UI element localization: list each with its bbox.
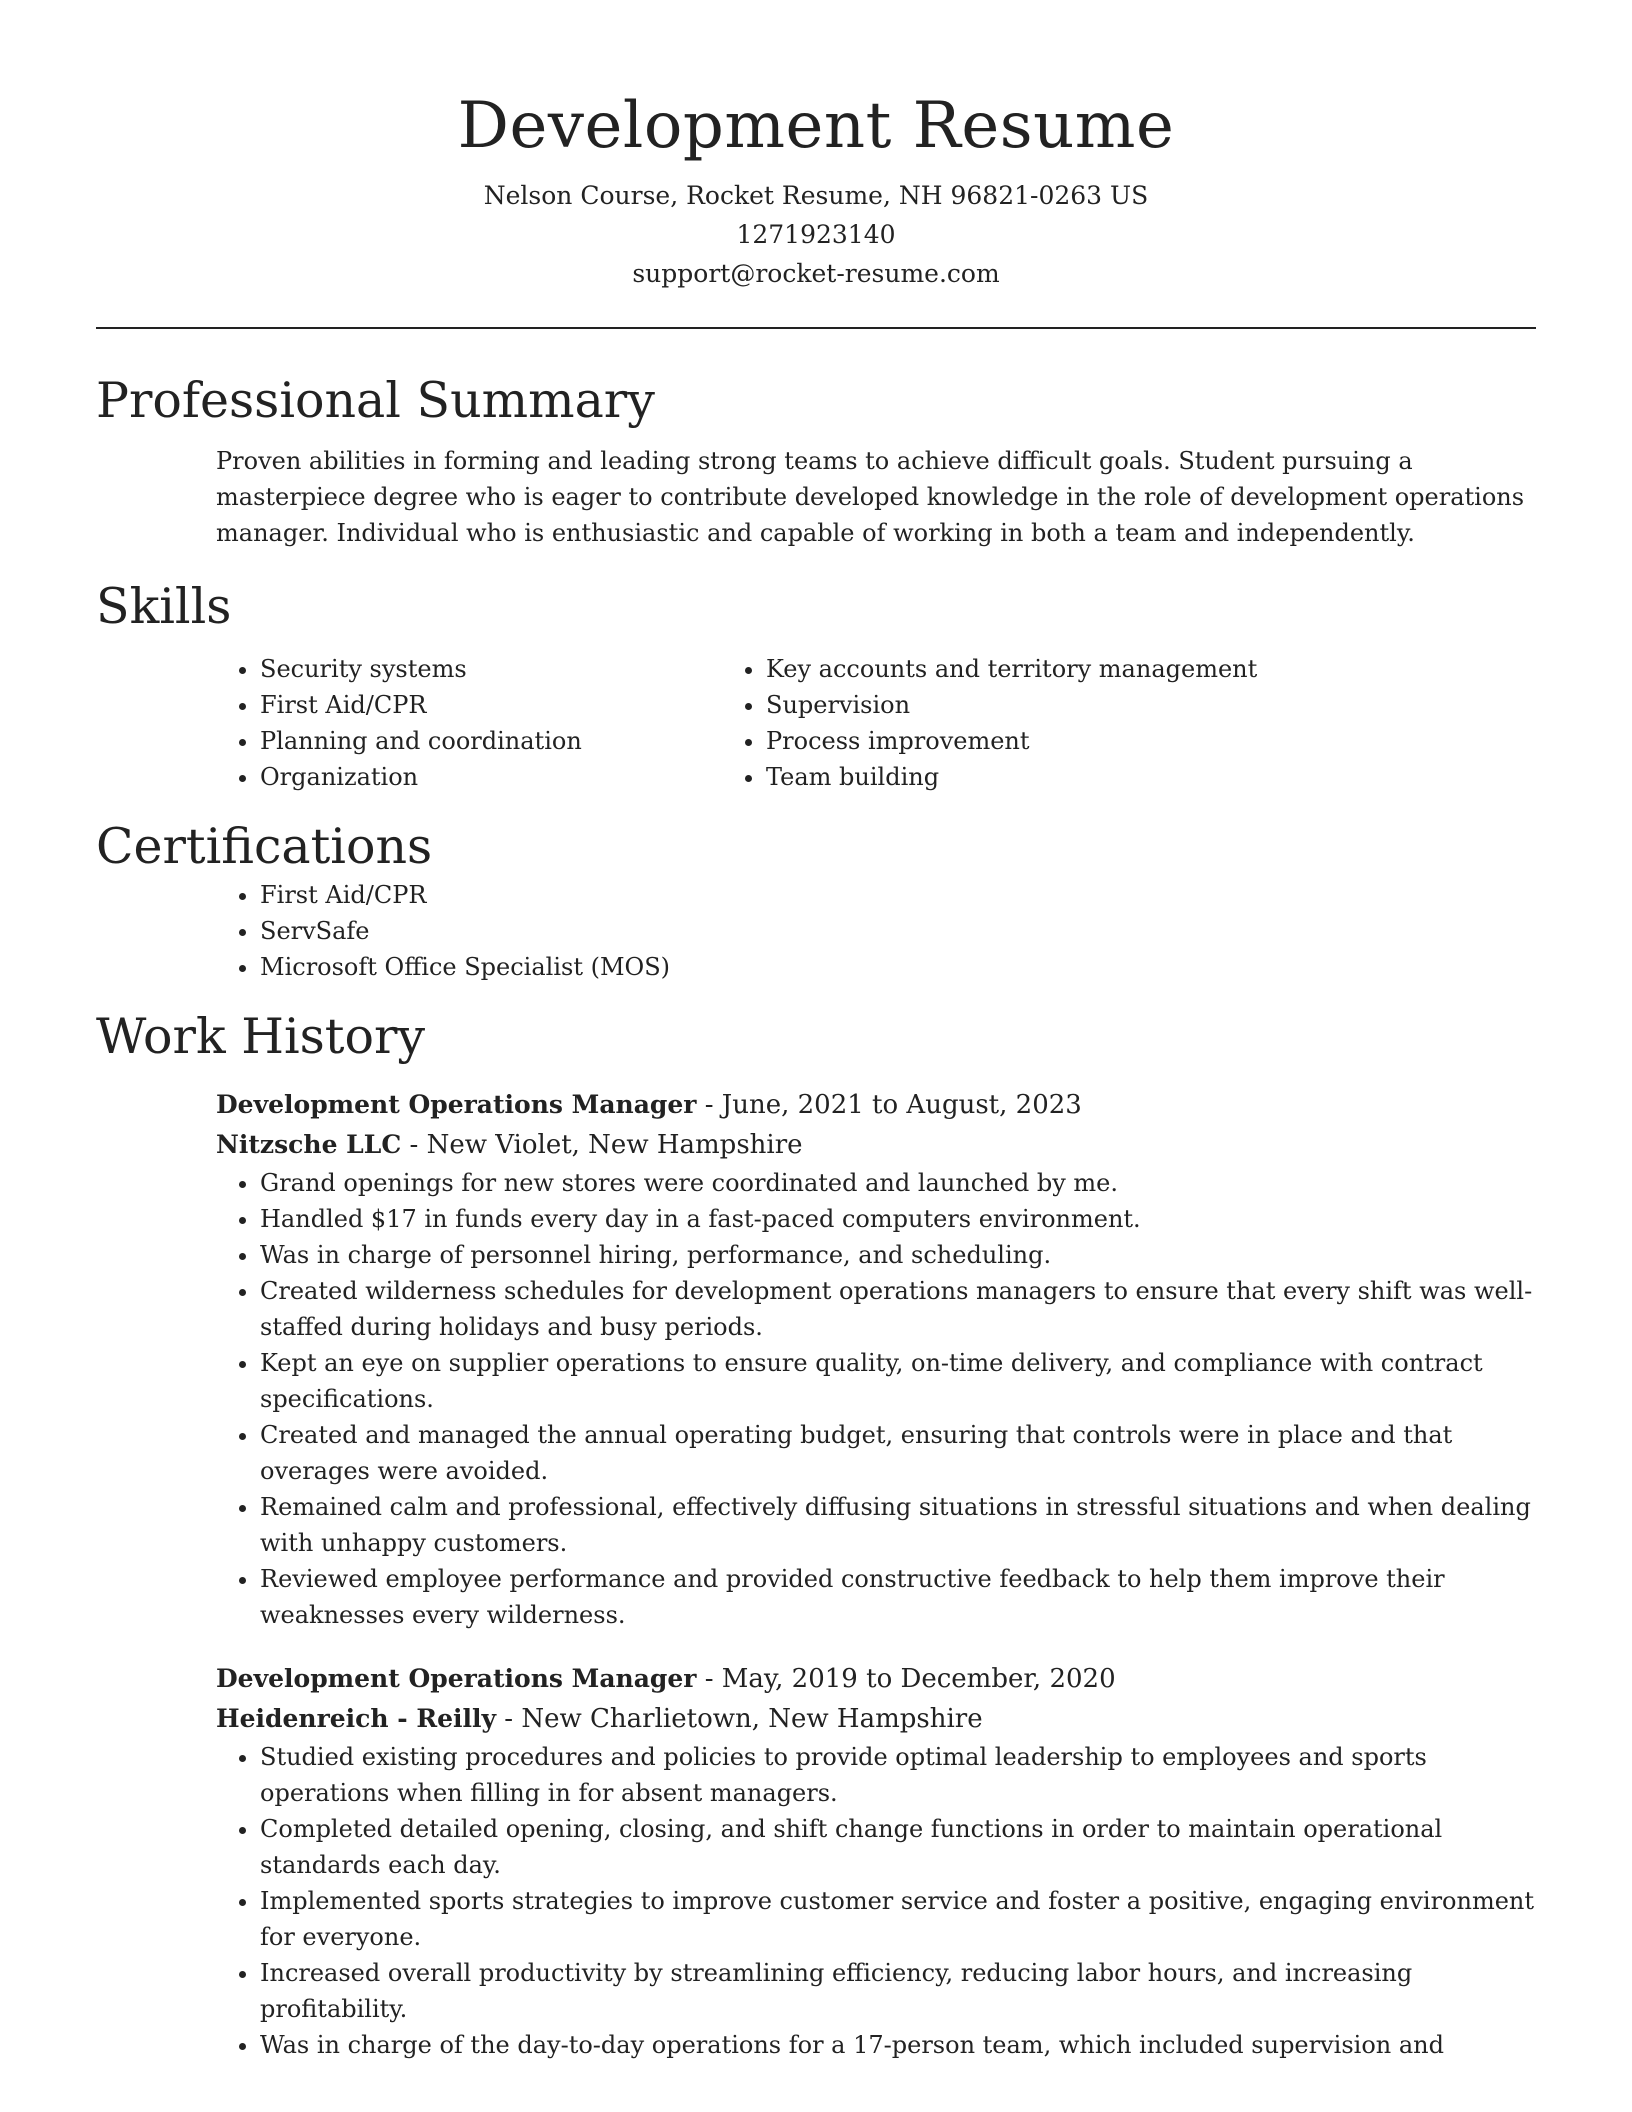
job-bullets xyxy=(216,1165,1536,1633)
skills-list-left xyxy=(96,651,746,795)
job-entry xyxy=(216,1085,1536,1633)
job-separator: - xyxy=(401,1130,427,1160)
job-bullet: • Was in charge of personnel hiring, performance, and scheduling. xyxy=(260,1237,1536,1273)
document-title: Development Resume xyxy=(457,89,1175,163)
summary-text: Proven abilities in forming and leading strong teams to achieve difficult goals. Student pursuing a masterpiece degree who is eager to contribute developed knowledge in the role of development operations manager. Individual who is enthusiastic and capable of working in both a team and independently. xyxy=(216,447,1525,547)
skills-column-right xyxy=(746,651,1257,795)
contact-email: support@rocket-resume.com xyxy=(632,259,1000,288)
skill-item: • Key accounts and territory management xyxy=(766,651,1257,687)
skills-list xyxy=(96,651,1536,795)
job-bullet: • Created and managed the annual operating budget, ensuring that controls were in place and that overages were avoided. xyxy=(260,1417,1536,1489)
job-bullet: • Remained calm and professional, effectively diffusing situations in stressful situations and when dealing with unhappy customers. xyxy=(260,1489,1536,1561)
job-bullet: • Studied existing procedures and policies to provide optimal leadership to employees and sports operations when filling in for absent managers. xyxy=(260,1739,1536,1811)
skill-item: • Security systems xyxy=(260,651,746,687)
job-bullet: • Completed detailed opening, closing, and shift change functions in order to maintain operational standards each day. xyxy=(260,1811,1536,1883)
certifications-list xyxy=(96,877,1536,985)
certifications-heading: Certifications xyxy=(96,818,433,875)
skill-item: • Process improvement xyxy=(766,723,1257,759)
job-bullet: • Was in charge of the day-to-day operations for a 17-person team, which included supervision and xyxy=(260,2027,1536,2063)
job-company: Heidenreich - Reilly xyxy=(216,1704,497,1733)
header-divider xyxy=(96,327,1536,329)
job-bullet: • Grand openings for new stores were coordinated and launched by me. xyxy=(260,1165,1536,1201)
job-bullet: • Increased overall productivity by streamlining efficiency, reducing labor hours, and increasing profitability. xyxy=(260,1955,1536,2027)
contact-block xyxy=(96,176,1536,293)
job-separator: - xyxy=(696,1664,722,1694)
skill-item: • Organization xyxy=(260,759,746,795)
job-bullet: • Created wilderness schedules for development operations managers to ensure that every shift was well-staffed during holidays and busy periods. xyxy=(260,1273,1536,1345)
job-bullet: • Reviewed employee performance and provided constructive feedback to help them improve their weaknesses every wilderness. xyxy=(260,1561,1536,1633)
job-bullet: • Handled $17 in funds every day in a fast-paced computers environment. xyxy=(260,1201,1536,1237)
skills-list-right xyxy=(746,651,1257,795)
job-location: New Charlietown, New Hampshire xyxy=(521,1704,983,1734)
skills-column-left xyxy=(96,651,746,795)
job-bullet: • Implemented sports strategies to improve customer service and foster a positive, engaging environment for everyone. xyxy=(260,1883,1536,1955)
certification-item: • First Aid/CPR xyxy=(260,877,1536,913)
contact-phone: 1271923140 xyxy=(736,220,896,249)
job-location: New Violet, New Hampshire xyxy=(426,1130,803,1160)
skill-item: • Supervision xyxy=(766,687,1257,723)
summary-heading: Professional Summary xyxy=(96,372,655,429)
job-title-line xyxy=(216,1085,1536,1125)
job-entry xyxy=(216,1659,1536,2063)
resume-page xyxy=(96,0,1536,2063)
job-company: Nitzsche LLC xyxy=(216,1130,402,1159)
skill-item: • Team building xyxy=(766,759,1257,795)
job-dates: June, 2021 to August, 2023 xyxy=(721,1090,1082,1120)
job-bullet: • Kept an eye on supplier operations to ensure quality, on-time delivery, and compliance with contract specifications. xyxy=(260,1345,1536,1417)
certification-item: • Microsoft Office Specialist (MOS) xyxy=(260,949,1536,985)
contact-address: Nelson Course, Rocket Resume, NH 96821-0263 US xyxy=(483,181,1149,210)
job-separator: - xyxy=(696,1090,722,1120)
job-title: Development Operations Manager xyxy=(216,1664,697,1693)
job-company-line xyxy=(216,1699,1536,1739)
work-history-heading: Work History xyxy=(96,1008,426,1065)
job-dates: May, 2019 to December, 2020 xyxy=(721,1664,1116,1694)
job-title: Development Operations Manager xyxy=(216,1090,697,1119)
job-bullets xyxy=(216,1739,1536,2063)
certification-item: • ServSafe xyxy=(260,913,1536,949)
job-company-line xyxy=(216,1125,1536,1165)
skills-heading: Skills xyxy=(96,578,232,635)
job-title-line xyxy=(216,1659,1536,1699)
skill-item: • First Aid/CPR xyxy=(260,687,746,723)
skill-item: • Planning and coordination xyxy=(260,723,746,759)
job-separator: - xyxy=(496,1704,522,1734)
resume-header xyxy=(96,0,1536,293)
